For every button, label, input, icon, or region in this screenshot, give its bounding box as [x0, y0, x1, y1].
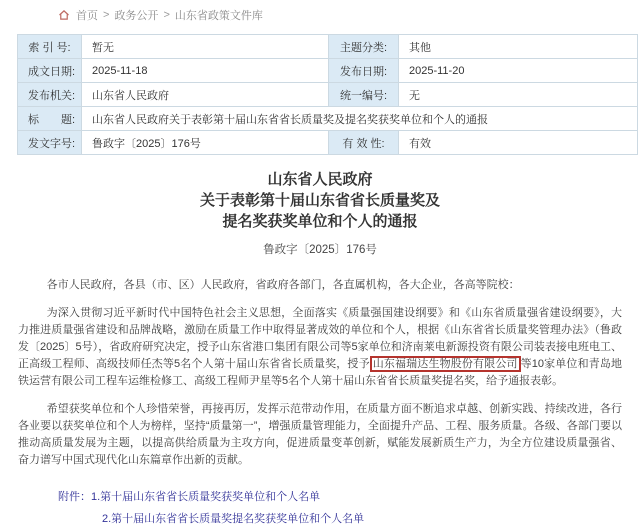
meta-label-index-no: 索 引 号: [18, 35, 82, 59]
document-number: 鲁政字〔2025〕176号 [263, 244, 377, 256]
breadcrumb-separator: > [163, 9, 170, 21]
document-title-line2: 关于表彰第十届山东省省长质量奖及 [199, 192, 440, 209]
meta-label-doc-no: 发文字号: [18, 131, 82, 155]
table-row [18, 35, 638, 59]
table-row [18, 131, 638, 155]
attachment-line-1 [58, 486, 622, 508]
attachment-link-1[interactable]: 1.第十届山东省省长质量奖获奖单位和个人名单 [91, 491, 321, 503]
meta-label-unified-no: 统一编号: [329, 83, 399, 107]
document-title-line3: 提名奖获奖单位和个人的通报 [222, 213, 418, 230]
meta-value-topic: 其他 [399, 35, 638, 59]
meta-value-validity: 有效 [399, 131, 638, 155]
table-row [18, 107, 638, 131]
meta-value-doc-no: 鲁政字〔2025〕176号 [82, 131, 329, 155]
attachment-line-2 [102, 508, 622, 530]
highlighted-company-annotation: 山东福瑞达生物股份有限公司 [370, 356, 521, 372]
document-title-line1: 山东省人民政府 [267, 171, 373, 188]
breadcrumb-separator: > [103, 9, 110, 21]
paragraph-hope: 希望获奖单位和个人珍惜荣誉，再接再厉，发挥示范带动作用，在质量方面不断追求卓越、创新实践、持续改进，各行各业要以获奖单位和个人为榜样，坚持“质量第一”，增强质量管理能力，全面提升产品、工程、服务质量。各级、各部门要以推动高质量发展为主题，以提高供给质量为主攻方向，促进质量变革创新，赋能发展新质生产力，为全方位建设质量强省、奋力谱写中国式现代化山东篇章作出新的贡献。 [18, 403, 622, 466]
attachments-section [58, 486, 622, 530]
document-meta-table [17, 34, 638, 155]
meta-label-validity: 有 效 性: [329, 131, 399, 155]
breadcrumb [0, 0, 640, 28]
meta-label-date-written: 成文日期: [18, 59, 82, 83]
table-row [18, 59, 638, 83]
breadcrumb-home-link[interactable]: 首页 [76, 10, 98, 22]
meta-value-date-written: 2025-11-18 [82, 59, 329, 83]
breadcrumb-policy-library-link[interactable]: 山东省政策文件库 [174, 10, 263, 22]
document-title [18, 169, 622, 232]
meta-label-date-published: 发布日期: [329, 59, 399, 83]
home-icon[interactable] [58, 9, 70, 21]
document-body [0, 169, 640, 530]
attachments-label: 附件： [58, 491, 91, 503]
paragraph-award-text: 为深入贯彻习近平新时代中国特色社会主义思想，全面落实《质量强国建设纲要》和《山东省质量强省建设纲要》，大力推进质量强省建设和品牌战略，激励在质量工作中取得显著成效的单位和个人，根据《山东省省长质量奖管理办法》（鲁政发〔2025〕5号），省政府研究决定，授予山东省港口集团有限公司等5家单位和济南莱电新源投资有限公司装表接电班电工、正高级工程师、高级技师任杰等5名个人第十届山东省省长质量奖，授予 [18, 307, 622, 370]
paragraph-award [18, 305, 622, 390]
meta-value-date-published: 2025-11-20 [399, 59, 638, 83]
breadcrumb-disclosure-link[interactable]: 政务公开 [114, 10, 159, 22]
meta-value-issuer: 山东省人民政府 [82, 83, 329, 107]
meta-value-index-no: 暂无 [82, 35, 329, 59]
meta-value-title: 山东省人民政府关于表彰第十届山东省省长质量奖及提名奖获奖单位和个人的通报 [82, 107, 638, 131]
meta-value-unified-no: 无 [399, 83, 638, 107]
table-row [18, 83, 638, 107]
meta-label-title: 标 题: [18, 107, 82, 131]
attachment-link-2[interactable]: 2.第十届山东省省长质量奖提名奖获奖单位和个人名单 [102, 513, 365, 525]
meta-label-issuer: 发布机关: [18, 83, 82, 107]
meta-label-topic: 主题分类: [329, 35, 399, 59]
paragraph-award-text-continued: 等10家单位和青岛地铁运营有限公司工程车运维检修工、高级工程师尹星等5名个人第十届山东省省长质量奖提名奖，给予通报表彰。 [18, 358, 622, 387]
salutation: 各市人民政府，各县（市、区）人民政府，省政府各部门，各直属机构，各大企业，各高等院校： [46, 279, 520, 291]
